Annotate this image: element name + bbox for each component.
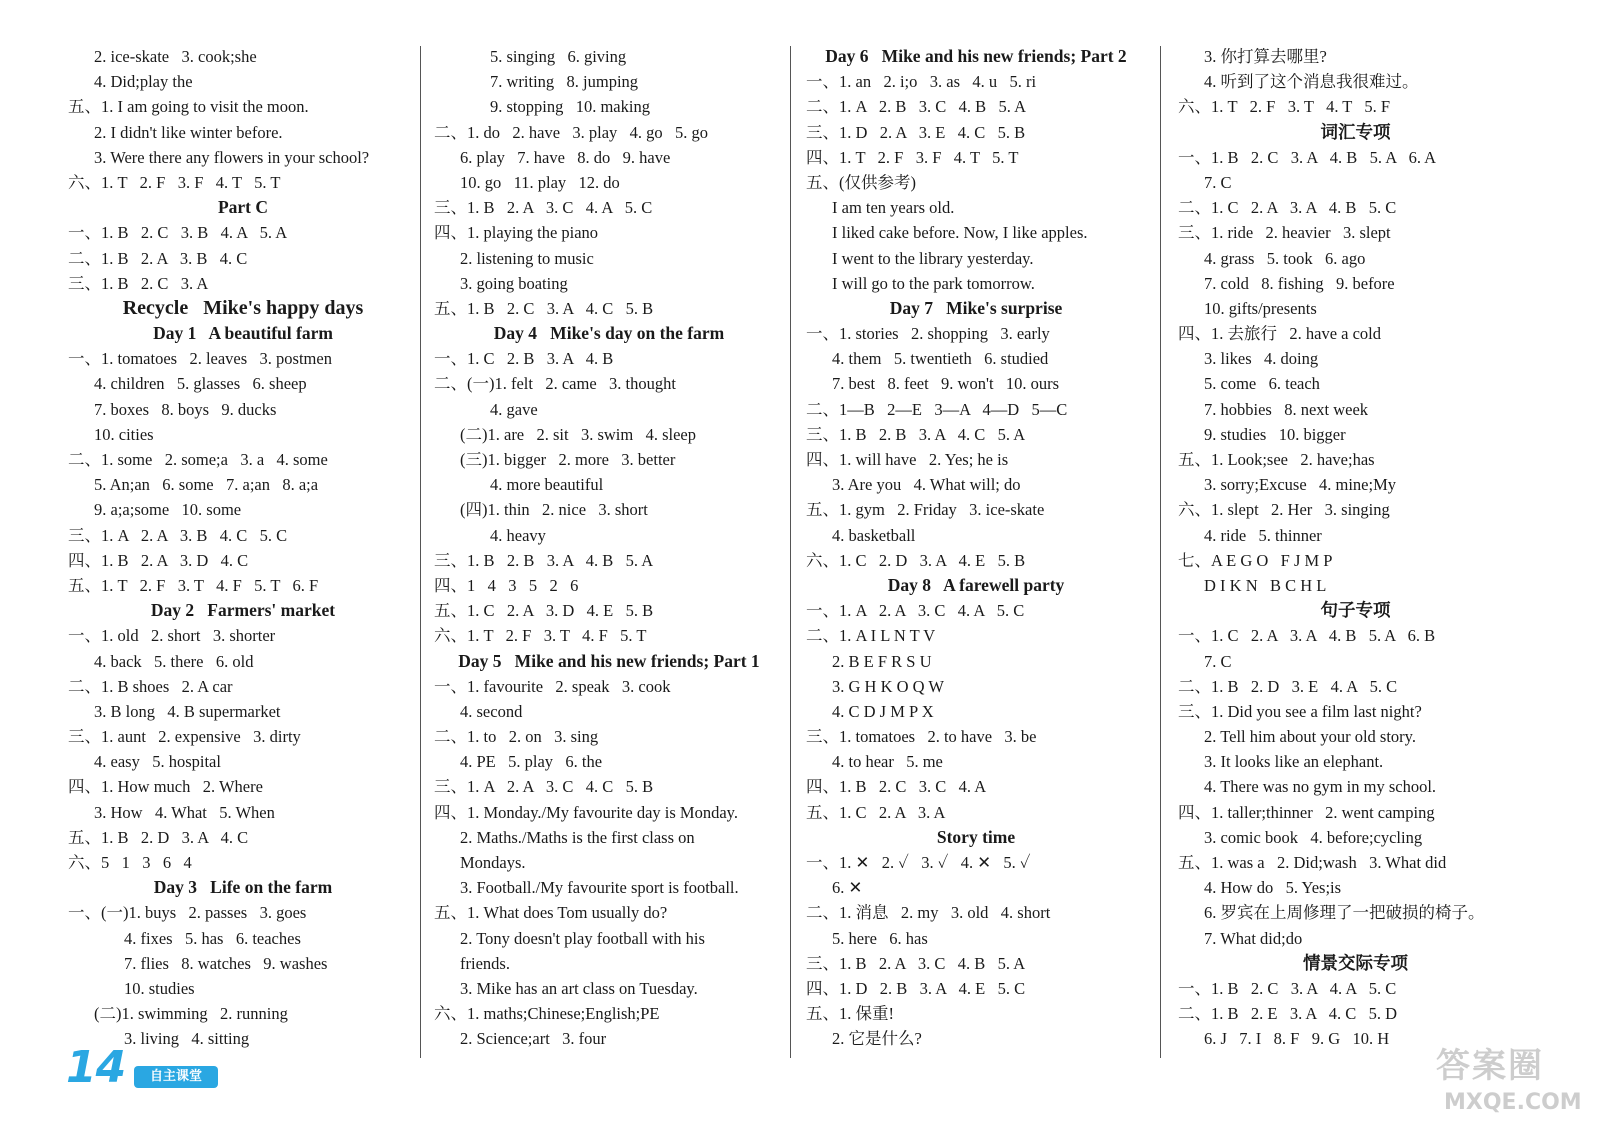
answer-line: 7. What did;do (1204, 928, 1303, 948)
answer-line: 四、1. will have 2. Yes; he is (806, 450, 1009, 469)
watermark-logo: 答案圈 (1436, 1046, 1544, 1086)
answer-line: 五、1. 保重! (806, 1004, 894, 1024)
answer-line: 10. cities (94, 424, 154, 444)
answer-line: 3. B long 4. B supermarket (94, 701, 281, 721)
answer-line: 六、1. slept 2. Her 3. singing (1178, 500, 1390, 520)
answer-line: 7. boxes 8. boys 9. ducks (94, 399, 277, 419)
answer-line: 6. 罗宾在上周修理了一把破损的椅子。 (1204, 903, 1485, 923)
answer-line: 二、(一)1. felt 2. came 3. thought (434, 374, 676, 394)
answer-line: 4. PE 5. play 6. the (460, 752, 603, 772)
answer-line: 五、1. C 2. A 3. D 4. E 5. B (434, 601, 654, 621)
answer-column-2 (434, 44, 784, 1052)
answer-line: 二、1. A 2. B 3. C 4. B 5. A (806, 97, 1027, 117)
answer-line: 四、1. T 2. F 3. F 4. T 5. T (806, 147, 1019, 167)
answer-column-4 (1178, 44, 1533, 1052)
answer-line: 3. Are you 4. What will; do (832, 475, 1021, 495)
answer-line: 6. J 7. I 8. F 9. G 10. H (1204, 1029, 1390, 1049)
column-divider (1160, 46, 1161, 1058)
answer-line: 二、1—B 2—E 3—A 4—D 5—C (806, 399, 1068, 419)
answer-line: 3. likes 4. doing (1204, 349, 1319, 369)
answer-line: 5. come 6. teach (1204, 374, 1320, 394)
answer-line: 二、1. do 2. have 3. play 4. go 5. go (434, 122, 709, 142)
answer-line: 4. Did;play the (94, 72, 193, 92)
section-heading: Day 8 A farewell party (887, 574, 1065, 595)
answer-line: 10. go 11. play 12. do (460, 172, 620, 192)
watermark-url: MXQE.COM (1444, 1090, 1582, 1115)
answer-line: 七、A E G O F J M P (1178, 550, 1333, 570)
answer-line: 7. flies 8. watches 9. washes (124, 953, 328, 973)
answer-line: 三、1. D 2. A 3. E 4. C 5. B (806, 122, 1026, 142)
answer-line: 4. second (460, 701, 523, 721)
section-heading: Day 2 Farmers' market (150, 600, 336, 621)
answer-line: 5. here 6. has (832, 928, 928, 948)
answer-line: 五、1. was a 2. Did;wash 3. What did (1178, 853, 1447, 872)
answer-line: 9. a;a;some 10. some (94, 500, 242, 520)
answer-line: 四、1. How much 2. Where (68, 777, 263, 797)
answer-line: 7. cold 8. fishing 9. before (1204, 273, 1395, 293)
answer-line: 4. 听到了这个消息我很难过。 (1204, 72, 1419, 92)
answer-line: 三、1. B 2. B 3. A 4. B 5. A (434, 550, 654, 570)
answer-line: 五、1. B 2. D 3. A 4. C (68, 827, 249, 847)
answer-line: I am ten years old. (832, 198, 955, 218)
answer-line: 四、1. B 2. C 3. C 4. A (806, 777, 987, 797)
answer-line: 一、1. A 2. A 3. C 4. A 5. C (806, 601, 1025, 621)
answer-line: 二、1. B 2. A 3. B 4. C (68, 248, 248, 268)
column-divider (790, 46, 791, 1058)
answer-line: 2. Tony doesn't play football with his (460, 928, 705, 948)
answer-column-1 (68, 44, 418, 1052)
answer-line: 4. to hear 5. me (832, 752, 943, 772)
section-heading: Day 4 Mike's day on the farm (493, 323, 725, 344)
answer-line: 一、1. C 2. A 3. A 4. B 5. A 6. B (1178, 626, 1436, 646)
brand-badge: 自主课堂 (134, 1066, 218, 1088)
answer-line: I will go to the park tomorrow. (832, 273, 1035, 293)
answer-line: 二、1. B shoes 2. A car (68, 676, 233, 696)
answer-line: 四、1 4 3 5 2 6 (434, 575, 579, 595)
answer-line: 三、1. tomatoes 2. to have 3. be (806, 727, 1037, 747)
answer-line: 4. There was no gym in my school. (1204, 777, 1437, 797)
answer-line: 3. Football./My favourite sport is football. (460, 878, 739, 898)
answer-line: 二、1. A I L N T V (806, 626, 936, 646)
answer-line: 7. C (1204, 651, 1232, 671)
answer-line: 4. C D J M P X (832, 701, 934, 721)
answer-line: D I K N B C H L (1204, 575, 1327, 595)
answer-line: 三、1. B 2. C 3. A (68, 273, 209, 293)
answer-line: 一、(一)1. buys 2. passes 3. goes (68, 903, 307, 923)
answer-line: 3. sorry;Excuse 4. mine;My (1204, 475, 1397, 495)
answer-line: 三、1. ride 2. heavier 3. slept (1178, 223, 1391, 243)
answer-line: 六、5 1 3 6 4 (68, 853, 192, 872)
answer-line: 2. 它是什么? (832, 1029, 922, 1049)
answer-line: I went to the library yesterday. (832, 248, 1034, 268)
answer-line: 2. B E F R S U (832, 651, 932, 671)
answer-line: 一、1. C 2. B 3. A 4. B (434, 349, 614, 369)
answer-line: 五、1. C 2. A 3. A (806, 802, 946, 822)
answer-line: 4. back 5. there 6. old (94, 651, 254, 671)
answer-line: (三)1. bigger 2. more 3. better (460, 450, 676, 469)
answer-line: 一、1. stories 2. shopping 3. early (806, 324, 1050, 344)
answer-line: 4. heavy (490, 525, 546, 545)
answer-line: 一、1. favourite 2. speak 3. cook (434, 676, 671, 696)
answer-line: 3. How 4. What 5. When (94, 802, 275, 822)
answer-line: 六、1. T 2. F 3. T 4. T 5. F (1178, 97, 1391, 117)
answer-line: 3. Mike has an art class on Tuesday. (460, 978, 698, 998)
answer-line: 2. ice-skate 3. cook;she (94, 47, 257, 66)
answer-line: 2. Science;art 3. four (460, 1029, 607, 1049)
answer-line: 9. studies 10. bigger (1204, 424, 1346, 444)
answer-line: 4. fixes 5. has 6. teaches (124, 928, 301, 948)
answer-line: 5. An;an 6. some 7. a;an 8. a;a (94, 475, 319, 495)
section-heading: Part C (217, 197, 269, 218)
answer-line: 10. gifts/presents (1204, 298, 1317, 318)
answer-line: 一、1. old 2. short 3. shorter (68, 626, 276, 646)
answer-line: 五、1. Look;see 2. have;has (1178, 450, 1375, 469)
answer-line: 7. writing 8. jumping (490, 72, 639, 92)
answer-line: 一、1. B 2. C 3. A 4. B 5. A 6. A (1178, 147, 1437, 167)
answer-line: 2. Tell him about your old story. (1204, 727, 1416, 747)
answer-line: 三、1. B 2. A 3. C 4. A 5. C (434, 198, 653, 218)
page-number: 14 (66, 1042, 126, 1093)
answer-line: 3. going boating (460, 273, 568, 293)
answer-line: 六、1. T 2. F 3. T 4. F 5. T (434, 626, 647, 646)
answer-line: 五、1. gym 2. Friday 3. ice-skate (806, 500, 1045, 520)
answer-column-3 (806, 44, 1146, 1052)
answer-line: 二、1. to 2. on 3. sing (434, 727, 599, 747)
section-heading: Story time (936, 826, 1016, 847)
answer-line: 7. best 8. feet 9. won't 10. ours (832, 374, 1060, 394)
answer-line: 三、1. B 2. B 3. A 4. C 5. A (806, 424, 1026, 444)
answer-line: 3. It looks like an elephant. (1204, 752, 1384, 772)
answer-line: 4. them 5. twentieth 6. studied (832, 349, 1049, 369)
answer-line: 五、(仅供参考) (806, 172, 916, 192)
answer-line: 3. G H K O Q W (832, 676, 944, 696)
answer-line: 二、1. C 2. A 3. A 4. B 5. C (1178, 198, 1397, 218)
section-heading: Day 5 Mike and his new friends; Part 1 (458, 650, 760, 671)
section-heading: 词汇专项 (1320, 121, 1391, 142)
answer-line: 三、1. A 2. A 3. B 4. C 5. C (68, 525, 288, 545)
answer-line: 4. grass 5. took 6. ago (1204, 248, 1366, 268)
answer-line: 7. C (1204, 172, 1232, 192)
answer-line: 10. studies (124, 978, 195, 998)
answer-line: 一、1. ✕ 2. ✓ 3. ✓ 4. ✕ 5. ✓ (806, 853, 1031, 872)
answer-line: 3. Were there any flowers in your school? (94, 147, 370, 167)
answer-line: Mondays. (460, 853, 526, 872)
answer-line: 五、1. B 2. C 3. A 4. C 5. B (434, 298, 654, 318)
answer-line: 二、1. B 2. E 3. A 4. C 5. D (1178, 1004, 1398, 1024)
answer-line: 四、1. 去旅行 2. have a cold (1178, 324, 1382, 344)
answer-line: 四、1. Monday./My favourite day is Monday. (434, 802, 738, 822)
section-heading: 情景交际专项 (1303, 952, 1408, 973)
answer-line: I liked cake before. Now, I like apples. (832, 223, 1088, 243)
answer-line: 4. more beautiful (490, 475, 604, 495)
answer-line: 6. ✕ (832, 878, 863, 898)
answer-line: 4. easy 5. hospital (94, 752, 221, 772)
answer-line: 3. comic book 4. before;cycling (1204, 827, 1423, 847)
unit-heading: Recycle Mike's happy days (122, 296, 364, 319)
answer-line: 四、1. taller;thinner 2. went camping (1178, 802, 1435, 822)
answer-line: 四、1. playing the piano (434, 223, 599, 243)
answer-line: 三、1. B 2. A 3. C 4. B 5. A (806, 953, 1026, 973)
answer-line: 二、1. 消息 2. my 3. old 4. short (806, 903, 1051, 923)
answer-line: (四)1. thin 2. nice 3. short (460, 500, 648, 520)
answer-line: 三、1. A 2. A 3. C 4. C 5. B (434, 777, 654, 797)
answer-line: 7. hobbies 8. next week (1204, 399, 1369, 419)
answer-line: 五、1. What does Tom usually do? (434, 903, 668, 923)
answer-line: 二、1. some 2. some;a 3. a 4. some (68, 450, 328, 469)
answer-line: 一、1. tomatoes 2. leaves 3. postmen (68, 349, 332, 369)
answer-line: 三、1. Did you see a film last night? (1178, 701, 1422, 721)
answer-line: 六、1. C 2. D 3. A 4. E 5. B (806, 550, 1026, 570)
section-heading: Day 3 Life on the farm (153, 877, 333, 898)
answer-line: 3. living 4. sitting (124, 1029, 250, 1049)
section-heading: Day 6 Mike and his new friends; Part 2 (825, 46, 1127, 66)
answer-line: 3. 你打算去哪里? (1204, 47, 1327, 66)
answer-line: 四、1. B 2. A 3. D 4. C (68, 550, 249, 570)
section-heading: 句子专项 (1320, 600, 1391, 621)
answer-line: 6. play 7. have 8. do 9. have (460, 147, 671, 167)
answer-line: 4. basketball (832, 525, 916, 545)
answer-line: 9. stopping 10. making (490, 97, 650, 117)
column-divider (420, 46, 421, 1058)
answer-line: 六、1. T 2. F 3. F 4. T 5. T (68, 172, 281, 192)
answer-line: 六、1. maths;Chinese;English;PE (434, 1004, 660, 1024)
answer-line: 4. How do 5. Yes;is (1204, 878, 1342, 898)
answer-line: 一、1. an 2. i;o 3. as 4. u 5. ri (806, 72, 1037, 92)
answer-line: friends. (460, 953, 510, 973)
answer-line: 2. Maths./Maths is the first class on (460, 827, 695, 847)
answer-line: 4. ride 5. thinner (1204, 525, 1322, 545)
answer-line: 2. I didn't like winter before. (94, 122, 283, 142)
answer-line: 一、1. B 2. C 3. A 4. A 5. C (1178, 978, 1397, 998)
answer-line: 4. children 5. glasses 6. sheep (94, 374, 307, 394)
answer-line: 二、1. B 2. D 3. E 4. A 5. C (1178, 676, 1398, 696)
answer-line: 三、1. aunt 2. expensive 3. dirty (68, 727, 301, 747)
section-heading: Day 7 Mike's surprise (889, 297, 1063, 318)
answer-line: (二)1. swimming 2. running (94, 1004, 288, 1024)
answer-line: 5. singing 6. giving (490, 47, 627, 66)
answer-line: 五、1. I am going to visit the moon. (68, 97, 309, 117)
answer-line: 一、1. B 2. C 3. B 4. A 5. A (68, 223, 288, 243)
answer-line: (二)1. are 2. sit 3. swim 4. sleep (460, 424, 697, 444)
answer-line: 4. gave (490, 399, 538, 419)
answer-line: 五、1. T 2. F 3. T 4. F 5. T 6. F (68, 575, 319, 595)
answer-line: 2. listening to music (460, 248, 594, 268)
section-heading: Day 1 A beautiful farm (153, 323, 333, 344)
answer-line: 四、1. D 2. B 3. A 4. E 5. C (806, 978, 1026, 998)
